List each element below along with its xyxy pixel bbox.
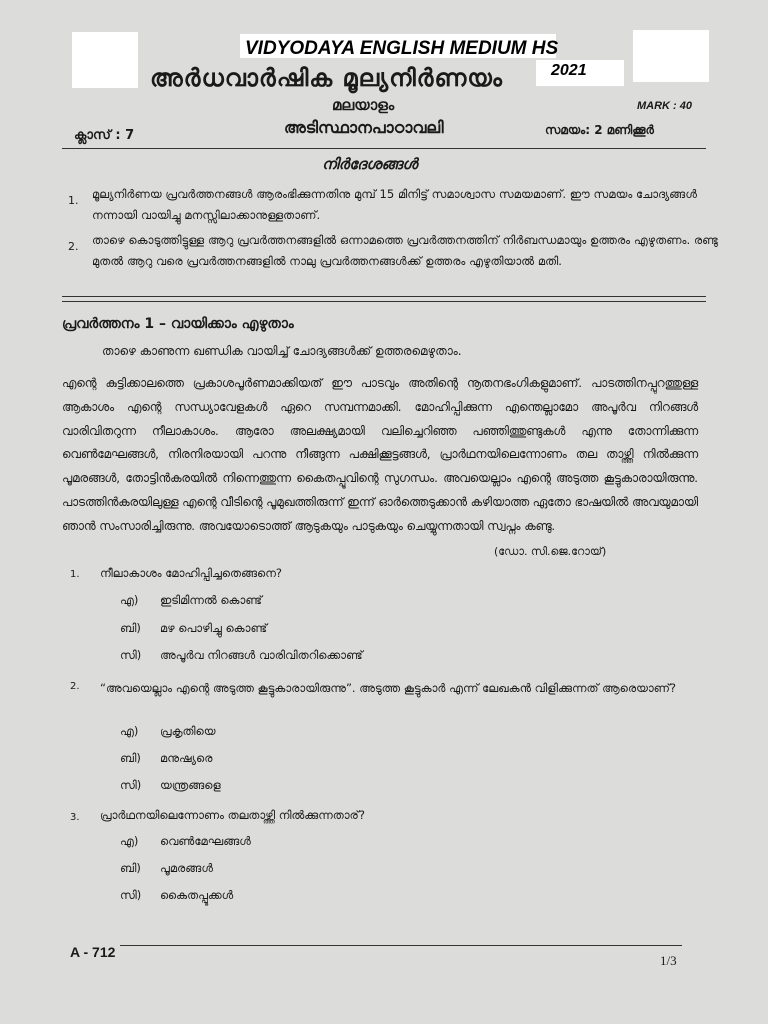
option-text: മനുഷ്യരെ xyxy=(160,751,213,765)
redaction-box-right xyxy=(633,30,709,82)
option-label: സി) xyxy=(120,888,142,902)
option-text: വെൺമേഘങ്ങൾ xyxy=(160,834,251,848)
question-number: 3. xyxy=(70,812,80,823)
option-text: യന്ത്രങ്ങളെ xyxy=(160,778,221,792)
instructions-heading: നിർദേശങ്ങൾ xyxy=(322,155,418,173)
question-text: പ്രാർഥനയിലെന്നോണം തലതാഴ്ത്തി നിൽക്കുന്നതാര്? xyxy=(100,808,365,822)
option-label: ബി) xyxy=(120,861,141,875)
option-text: പ്രകൃതിയെ xyxy=(160,724,216,738)
question-text: നീലാകാശം മോഹിപ്പിച്ചതെങ്ങനെ? xyxy=(100,566,283,580)
option-label: എ) xyxy=(120,834,139,848)
option-text: മഴ പൊഴിച്ചു കൊണ്ട് xyxy=(160,621,268,635)
option-text: അപൂർവ നിറങ്ങൾ വാരിവിതറിക്കൊണ്ട് xyxy=(160,648,363,662)
redaction-box-left xyxy=(72,32,138,88)
option-label: സി) xyxy=(120,778,142,792)
instruction-number: 1. xyxy=(68,194,79,207)
subject-name: മലയാളം xyxy=(332,96,395,114)
class-label: ക്ലാസ് : 7 xyxy=(74,128,135,143)
exam-year: 2021 xyxy=(551,62,587,79)
page-number: 1/3 xyxy=(660,953,677,968)
header-divider xyxy=(62,148,706,149)
max-marks: MARK : 40 xyxy=(637,100,693,112)
question-text: “അവയെല്ലാം എന്റെ അടുത്ത കൂട്ടുകാരായിരുന്നു”. അടുത്ത കൂട്ടുകാർ എന്ന് ലേഖകൻ വിളിക്കുന്നത് ആരെയാണ്? xyxy=(100,681,677,695)
instructions-divider-top xyxy=(62,296,706,297)
paper-name: അടിസ്ഥാനപാഠാവലി xyxy=(284,118,444,137)
reading-passage: എന്റെ കുട്ടിക്കാലത്തെ പ്രകാശപൂർണമാക്കിയത് ഈ പാടവും അതിന്റെ നൂതനഭംഗികളുമാണ്. പാടത്തിനപ്പുറത്തുള്ള ആകാശം എന്റെ സന്ധ്യാവേളകൾ ഏറെ സമ്പന്നമാക്കി. മോഹിപ്പിക്കുന്ന എന്തെല്ലാമോ അപൂർവ നിറങ്ങൾ വാരിവിതറുന്ന നീലാകാശം. ആരോ അലക്ഷ്യമായി വലിച്ചെറിഞ്ഞ പഞ്ഞിത്തുണ്ടുകൾ എന്നു തോന്നിക്കുന്ന വെൺമേഘങ്ങൾ, നിരനിരയായി പറന്നു നീങ്ങുന്ന പക്ഷിക്കൂട്ടങ്ങൾ, പ്രാർഥനയിലെന്നോണം തല താഴ്ത്തി നിൽക്കുന്ന പൂമരങ്ങൾ, തോട്ടിൻകരയിൽ നിന്നെത്തുന്ന കൈതപ്പൂവിന്റെ സുഗന്ധം. അവയെല്ലാം എന്റെ അടുത്ത കൂട്ടുകാരായിരുന്നു. പാടത്തിൻകരയിലുള്ള എന്റെ വീടിന്റെ പൂമുഖത്തിരുന്ന് ഇന്ന് ഓർത്തെടുക്കാൻ കഴിയാത്ത ഏതോ ഭാഷയിൽ അവയുമായി ഞാൻ സംസാരിച്ചിരുന്നു. അവയോടൊത്ത് ആടുകയും പാടുകയും ചെയ്യുന്നതായി സ്വപ്നം കണ്ടു. xyxy=(62,376,699,533)
instruction-text: മൂല്യനിർണയ പ്രവർത്തനങ്ങൾ ആരംഭിക്കുന്നതിനു മുമ്പ് 15 മിനിട്ട് സമാശ്വാസ സമയമാണ്. ഈ സമയം ചോദ്യങ്ങൾ നന്നായി വായിച്ചു മനസ്സിലാക്കാനുള്ളതാണ്. xyxy=(92,187,697,222)
option-label: ബി) xyxy=(120,621,141,635)
section-direction: താഴെ കാണുന്ന ഖണ്ഡിക വായിച്ച് ചോദ്യങ്ങൾക്ക് ഉത്തരമെഴുതാം. xyxy=(102,344,462,358)
instruction-number: 2. xyxy=(68,240,79,253)
instructions-divider-bottom xyxy=(62,301,706,302)
question-number: 1. xyxy=(70,569,80,580)
option-label: സി) xyxy=(120,648,142,662)
footer-divider xyxy=(120,945,682,946)
option-text: പൂമരങ്ങൾ xyxy=(160,861,213,875)
option-label: എ) xyxy=(120,593,139,607)
instruction-text: താഴെ കൊടുത്തിട്ടുള്ള ആറു പ്രവർത്തനങ്ങളിൽ ഒന്നാമത്തെ പ്രവർത്തനത്തിന് നിർബന്ധമായും ഉത്തരം എഴുതണം. രണ്ടു മുതൽ ആറു വരെ പ്രവർത്തനങ്ങളിൽ നാലു പ്രവർത്തനങ്ങൾക്ക് ഉത്തരം എഴുതിയാൽ മതി. xyxy=(92,233,718,268)
passage-attribution: (ഡോ. സി.ജെ.റോയ്) xyxy=(494,545,607,558)
option-text: ഇടിമിന്നൽ കൊണ്ട് xyxy=(160,593,262,607)
option-label: എ) xyxy=(120,724,139,738)
option-label: ബി) xyxy=(120,751,141,765)
paper-code: A - 712 xyxy=(70,944,116,960)
exam-title: അർധവാർഷിക മൂല്യനിർണയം xyxy=(150,64,503,92)
school-name: VIDYODAYA ENGLISH MEDIUM HS xyxy=(245,38,559,59)
question-number: 2. xyxy=(70,681,80,692)
time-allowed: സമയം: 2 മണിക്കൂർ xyxy=(545,123,654,137)
section-heading: പ്രവർത്തനം 1 – വായിക്കാം എഴുതാം xyxy=(62,316,294,332)
option-text: കൈതപ്പൂക്കൾ xyxy=(160,888,234,902)
